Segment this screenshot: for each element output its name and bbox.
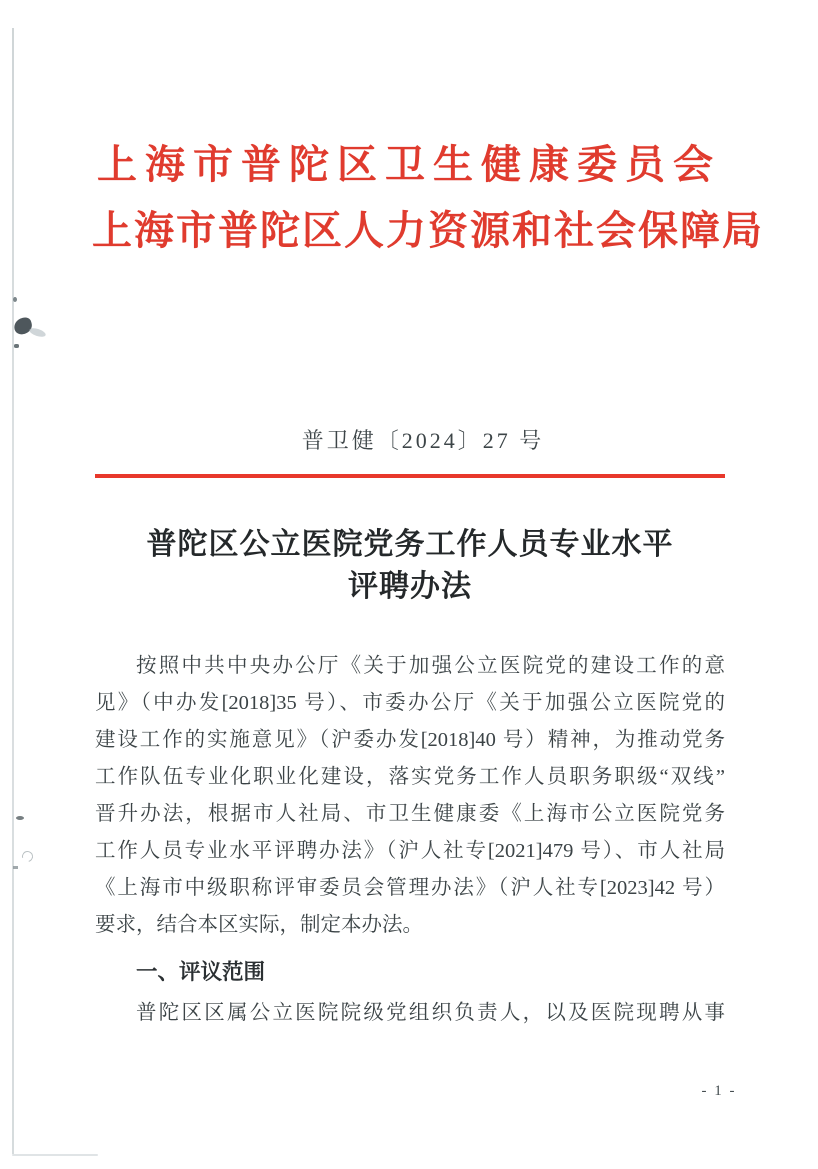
scan-speck xyxy=(20,849,35,864)
scan-bottom-edge xyxy=(12,1154,98,1156)
page-number: - 1 - xyxy=(701,1083,737,1099)
ink-smudge-tail xyxy=(28,327,46,339)
body-line: 要求，结合本区实际，制定本办法。 xyxy=(95,914,423,936)
red-rule xyxy=(95,474,725,478)
document-title xyxy=(95,524,725,608)
letterhead xyxy=(92,132,764,264)
body-text xyxy=(95,648,725,1032)
title-line-2: 评聘办法 xyxy=(348,570,472,603)
body-line: 晋升办法，根据市人社局、市卫生健康委《上海市公立医院党务 xyxy=(95,803,725,825)
body-line: 见》（中办发[2018]35 号）、市委办公厅《关于加强公立医院党的 xyxy=(95,692,725,714)
body-line: 工作人员专业水平评聘办法》（沪人社专[2021]479 号）、市人社局 xyxy=(95,840,725,862)
title-line-1: 普陀区公立医院党务工作人员专业水平 xyxy=(146,528,674,561)
ink-speck xyxy=(14,344,19,348)
scan-edge-line xyxy=(12,28,14,1154)
document-number: 普卫健〔2024〕27 号 xyxy=(301,428,545,453)
body-line: 建设工作的实施意见》（沪委办发[2018]40 号）精神，为推动党务 xyxy=(95,729,725,751)
scan-speck xyxy=(13,866,18,869)
ink-speck xyxy=(13,297,17,302)
body-line: 普陀区区属公立医院院级党组织负责人，以及医院现聘从事 xyxy=(136,1002,725,1024)
issuer-line-1: 上海市普陀区卫生健康委员会 xyxy=(97,142,721,187)
section-heading: 一、评议范围 xyxy=(136,960,266,984)
issuer-line-2: 上海市普陀区人力资源和社会保障局 xyxy=(92,208,764,253)
body-line: 《上海市中级职称评审委员会管理办法》（沪人社专[2023]42 号） xyxy=(95,877,725,899)
body-line: 工作队伍专业化职业化建设，落实党务工作人员职务职级“双线” xyxy=(95,766,725,788)
scan-speck xyxy=(16,816,24,820)
body-line: 按照中共中央办公厅《关于加强公立医院党的建设工作的意 xyxy=(136,655,725,677)
